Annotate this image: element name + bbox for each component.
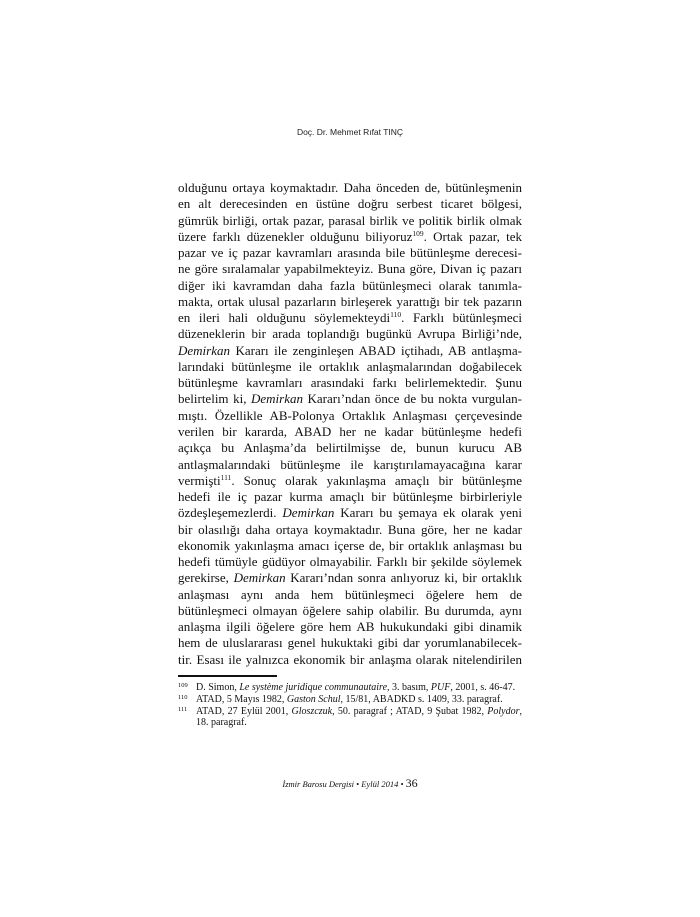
text-segment: bütünleşme kavramları arasındaki farkı belirlemektedir. Şunu — [178, 375, 522, 391]
text-segment: özdeşleşemezlerdi. — [178, 505, 283, 521]
footer-separator: • — [398, 779, 406, 789]
text-line — [178, 294, 522, 310]
italic-text: Demirkan — [250, 391, 303, 407]
text-segment: Kararı bu şemaya ek olarak yeni — [334, 505, 522, 521]
text-line — [178, 587, 522, 603]
text-line — [178, 505, 522, 521]
italic-text: Demirkan — [233, 570, 286, 586]
text-line — [178, 391, 522, 407]
text-segment: . Sonuç olarak yakınlaşma amaçlı bir bütünleşme — [231, 472, 522, 488]
text-segment: Kararı’ndan sonra anlıyoruz ki, bir ortaklık — [285, 570, 522, 586]
italic-text: Le système juridique communautaire — [239, 682, 388, 693]
text-line — [178, 343, 522, 359]
footnote — [178, 682, 522, 694]
text-segment: D. Simon, — [196, 682, 240, 693]
text-segment: gerekirse, — [178, 570, 234, 586]
page-number: 36 — [405, 776, 418, 790]
text-line — [178, 326, 522, 342]
text-segment: en alt derecesinden en üstüne doğru serbest ticaret bölgesi, — [178, 196, 522, 212]
text-line — [178, 359, 522, 375]
text-line — [178, 213, 522, 229]
text-line — [178, 603, 522, 619]
text-line — [178, 652, 522, 668]
text-segment: larındaki bütünleşme ile ortaklık anlaşmalarından doğabilecek — [178, 358, 522, 374]
text-segment: verilen bir kararda, ABAD her ne kadar bütünleşme hedefi — [178, 423, 522, 439]
text-segment: , 18. paragraf. — [196, 705, 522, 729]
text-line — [178, 375, 522, 391]
text-segment: mıştı. Özellikle AB-Polonya Ortaklık Anlaşması çerçevesinde — [178, 407, 522, 423]
footer-separator: • — [354, 779, 362, 789]
footnote-number: 111 — [178, 705, 188, 713]
text-segment: düzeneklerin bir arada toplandığı bugünkü Avrupa Birliği’nde, — [178, 326, 522, 342]
text-segment: ne göre sıralamalar yapabilmekteyiz. Buna göre, Divan iç pazarı — [178, 261, 522, 277]
text-segment: . Ortak pazar, tek — [423, 228, 523, 244]
text-segment: anlaşma ilgili öğelere göre hem AB hukukundaki gibi dinamik — [178, 619, 522, 635]
italic-text: Gaston Schul — [286, 693, 341, 705]
text-segment: tir. Esası ile yalnızca ekonomik bir anlaşma olarak nitelendirilen — [178, 651, 522, 667]
text-segment: olduğunu ortaya koymaktadır. Daha önceden de, bütünleşmenin — [178, 180, 522, 195]
text-line — [178, 538, 522, 554]
text-segment: Kararı’ndan önce de bu nokta vurgulan- — [302, 391, 523, 407]
footnote-reference[interactable]: 109 — [412, 228, 424, 238]
text-line — [178, 310, 522, 326]
text-line — [178, 261, 522, 277]
text-segment: hedefi ile iç pazar kurma amaçlı bir bütünleşme birbirleriyle — [178, 489, 522, 505]
text-segment: pazar ve iç pazar kavramları arasında bile bütünleşme derecesi- — [178, 245, 522, 261]
text-line — [178, 522, 522, 538]
text-line — [178, 424, 522, 440]
footnote — [178, 706, 522, 730]
text-segment: Kararı ile zenginleşen ABAD içtihadı, AB antlaşma- — [230, 342, 522, 358]
text-line — [178, 408, 522, 424]
text-segment: bir olasılığı daha ortaya koymaktadır. Buna göre, her ne kadar — [178, 521, 522, 537]
text-segment: anlaşması aynı anda hem bütünleşmeci öğelere hem de — [178, 586, 522, 602]
text-line — [178, 457, 522, 473]
footnote — [178, 694, 522, 706]
issue-date: Eylül 2014 — [361, 779, 399, 789]
text-segment: hem de uluslararası genel hukuktaki gibi dar yorumlanabilecek- — [178, 635, 522, 651]
text-line — [178, 180, 522, 196]
text-segment: bütünleşmeci olmayan öğelere sahip olabilir. Bu durumda, aynı — [178, 602, 522, 618]
text-line — [178, 278, 522, 294]
text-segment: antlaşmalarındaki bütünleşme ile karıştırılamayacağına karar — [178, 456, 522, 472]
text-line — [178, 229, 522, 245]
text-line — [178, 473, 522, 489]
text-segment: üzere farklı düzenekler olduğunu biliyoruz — [178, 228, 413, 244]
text-segment: makta, ortak ulusal pazarların birleşerek yarattığı bir tek pazarın — [178, 293, 522, 309]
text-line — [178, 245, 522, 261]
page-footer — [0, 776, 700, 791]
text-line — [178, 570, 522, 586]
italic-text: Gloszczuk — [291, 705, 333, 717]
text-segment: ATAD, 27 Eylül 2001, — [196, 705, 292, 717]
journal-name: İzmir Barosu Dergisi — [282, 779, 355, 789]
text-segment: hedefi tümüyle güdüyor olmayabilir. Farklı bir şekilde söylemek — [178, 554, 522, 570]
text-segment: vermişti — [178, 472, 221, 488]
text-segment: , 50. paragraf ; ATAD, 9 Şubat 1982, — [332, 705, 488, 717]
footnote-number: 109 — [178, 682, 188, 689]
text-segment: belirtelim ki, — [178, 391, 251, 407]
text-line — [178, 196, 522, 212]
footnote-reference[interactable]: 110 — [390, 310, 402, 320]
italic-text: Demirkan — [282, 505, 335, 521]
footnotes — [178, 682, 522, 729]
running-header: Doç. Dr. Mehmet Rıfat TINÇ — [296, 127, 404, 137]
footnote-divider — [178, 675, 277, 677]
text-segment: . Farklı bütünleşmeci — [401, 310, 522, 326]
text-line — [178, 635, 522, 651]
text-segment: diğer iki kavramdan daha fazla bütünleşmeci olarak tanımla- — [178, 277, 522, 293]
text-segment: , 3. basım, — [387, 682, 431, 693]
text-segment: , 15/81, ABADKD s. 1409, 33. paragraf. — [340, 693, 503, 705]
body-text — [178, 180, 522, 668]
text-line — [178, 619, 522, 635]
text-segment: , 2001, s. 46-47. — [450, 682, 516, 693]
text-segment: gümrük birliği, ortak pazar, parasal birlik ve politik birlik olmak — [178, 212, 522, 228]
text-line — [178, 554, 522, 570]
text-segment: en ileri hali olduğunu söylemekteydi — [178, 310, 391, 326]
footnote-number: 110 — [178, 693, 188, 701]
italic-text: Demirkan — [178, 342, 230, 358]
italic-text: PUF — [430, 682, 451, 693]
text-segment: açıkça bu Anlaşma’da belirtilmişse de, bunun kurucu AB — [178, 440, 522, 456]
italic-text: Polydor — [487, 705, 520, 717]
text-line — [178, 440, 522, 456]
text-segment: ekonomik yakınlaşma amacı içerse de, bir ortaklık anlaşması bu — [178, 537, 522, 553]
text-line — [178, 489, 522, 505]
text-segment: ATAD, 5 Mayıs 1982, — [196, 693, 287, 705]
footnote-reference[interactable]: 111 — [220, 472, 232, 482]
